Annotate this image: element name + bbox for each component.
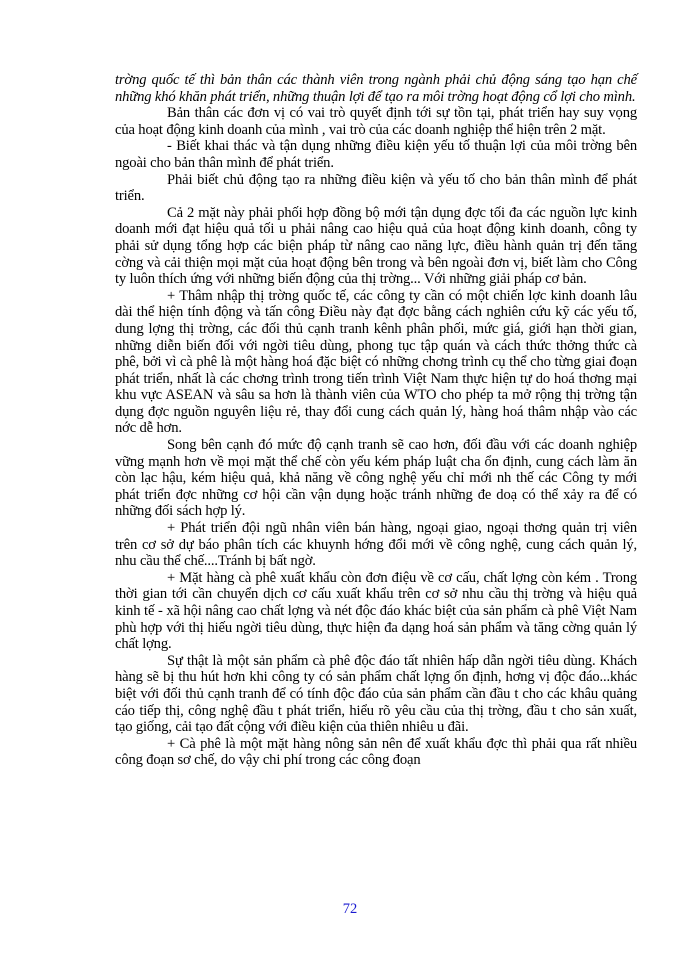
paragraph-1: trờng quốc tế thì bản thân các thành viên trong ngành phải chủ động sáng tạo hạn chế những khó khăn phát triển, những thuận lợi để tạo ra môi trờng hoạt động cổ lợi cho mình. [115, 72, 637, 105]
paragraph-9: + Mặt hàng cà phê xuất khẩu còn đơn điệu về cơ cấu, chất lợng còn kém . Trong thời gian tới cần chuyển dịch cơ cấu xuất khẩu trên cơ sở nhu cầu thị trờng và hiệu quả kinh tế - xã hội nâng cao chất lợng và nét độc đáo khác biệt của sản phẩm cà phê Việt Nam phù hợp với thị hiếu ngời tiêu dùng, thực hiện đa dạng hoá sản phẩm và tăng cờng quản lý chất lợng. [115, 569, 637, 653]
document-body [115, 72, 637, 769]
paragraph-7: Song bên cạnh đó mức độ cạnh tranh sẽ cao hơn, đối đầu với các doanh nghiệp vững mạnh hơn về mọi mặt thể chế còn yếu kém pháp luật cha ổn định, cung cách làm ăn còn lạc hậu, kém hiệu quả, khả năng về công nghệ yếu chỉ mới nh thế các Công ty mới phát triển đợc những cơ hội cần vận dụng hoặc tránh những đe doạ có thể xảy ra để có những đối sách hợp lý. [115, 437, 637, 520]
page-number: 72 [342, 901, 358, 917]
paragraph-8: + Phát triển đội ngũ nhân viên bán hàng, ngoại giao, ngoại thơng quản trị viên trên cơ sở dự báo phân tích các khuynh hớng đổi mới về công nghệ, cung cách quản lý, nhu cầu thể chế....Tránh bị bất ngờ. [115, 520, 637, 570]
paragraph-6: + Thâm nhập thị trờng quốc tế, các công ty cần có một chiến lợc kinh doanh lâu dài thể hiện tính động và tấn công Điều này đạt đợc bằng cách nghiên cứu kỹ các yếu tố, dung lợng thị trờng, các đối thủ cạnh tranh kênh phân phối, mức giá, giới hạn thời gian, những diễn biến đối với ngời tiêu dùng, phong tục tập quán và cách thức thởng thức cà phê, bởi vì cà phê là một hàng hoá đặc biệt có những chơng trình cụ thể cho từng giai đoạn phát triển, nhất là các chơng trình trong tiến trình Việt Nam thực hiện tự do hoá thơng mại khu vực ASEAN và sâu sa hơn là thành viên của WTO cho phép ta mở rộng thị trờng tận dụng đợc nguồn nguyên liệu rẻ, thay đổi cung cách quản lý, hàng hoá thâm nhập vào các nớc dễ hơn. [115, 287, 637, 437]
paragraph-3: - Biết khai thác và tận dụng những điều kiện yếu tố thuận lợi của môi trờng bên ngoài cho bản thân mình để phát triển. [115, 138, 637, 171]
paragraph-5: Cả 2 mặt này phải phối hợp đồng bộ mới tận dụng đợc tối đa các nguồn lực kinh doanh mới đạt hiệu quả tối u phải nâng cao hiệu quả của hoạt động kinh doanh, công ty phải sử dụng tổng hợp các biện pháp từ nâng cao năng lực, điều hành quản trị đến tăng cờng và cải thiện mọi mặt của hoạt động bên trong và bên ngoài đơn vị, biết làm cho Công ty luôn thích ứng với những biến động của thị trờng... Với những giải pháp cơ bản. [115, 204, 637, 288]
paragraph-4: Phải biết chủ động tạo ra những điều kiện và yếu tố cho bản thân mình để phát triển. [115, 171, 637, 205]
paragraph-2: Bản thân các đơn vị có vai trò quyết định tới sự tồn tại, phát triển hay suy vọng của hoạt động kinh doanh của mình , vai trò của các doanh nghiệp thể hiện trên 2 mặt. [115, 105, 637, 138]
paragraph-11: + Cà phê là một mặt hàng nông sản nên để xuất khẩu đợc thì phải qua rất nhiều công đoạn sơ chế, do vậy chi phí trong các công đoạn [115, 735, 637, 769]
paragraph-10: Sự thật là một sản phẩm cà phê độc đáo tất nhiên hấp dẫn ngời tiêu dùng. Khách hàng sẽ bị thu hút hơn khi công ty có sản phẩm chất lợng ổn định, hơng vị độc đáo...khác biệt với đối thủ cạnh tranh để có tính độc đáo của sản phẩm cần đầu t cho các khâu quảng cáo tiếp thị, công nghệ đầu t phát triển, hiểu rõ yêu cầu của thị trờng, đầu t cho sản xuất, tạo giống, cải tạo đất cộng với điều kiện của thiên nhiêu u đãi. [115, 652, 637, 736]
